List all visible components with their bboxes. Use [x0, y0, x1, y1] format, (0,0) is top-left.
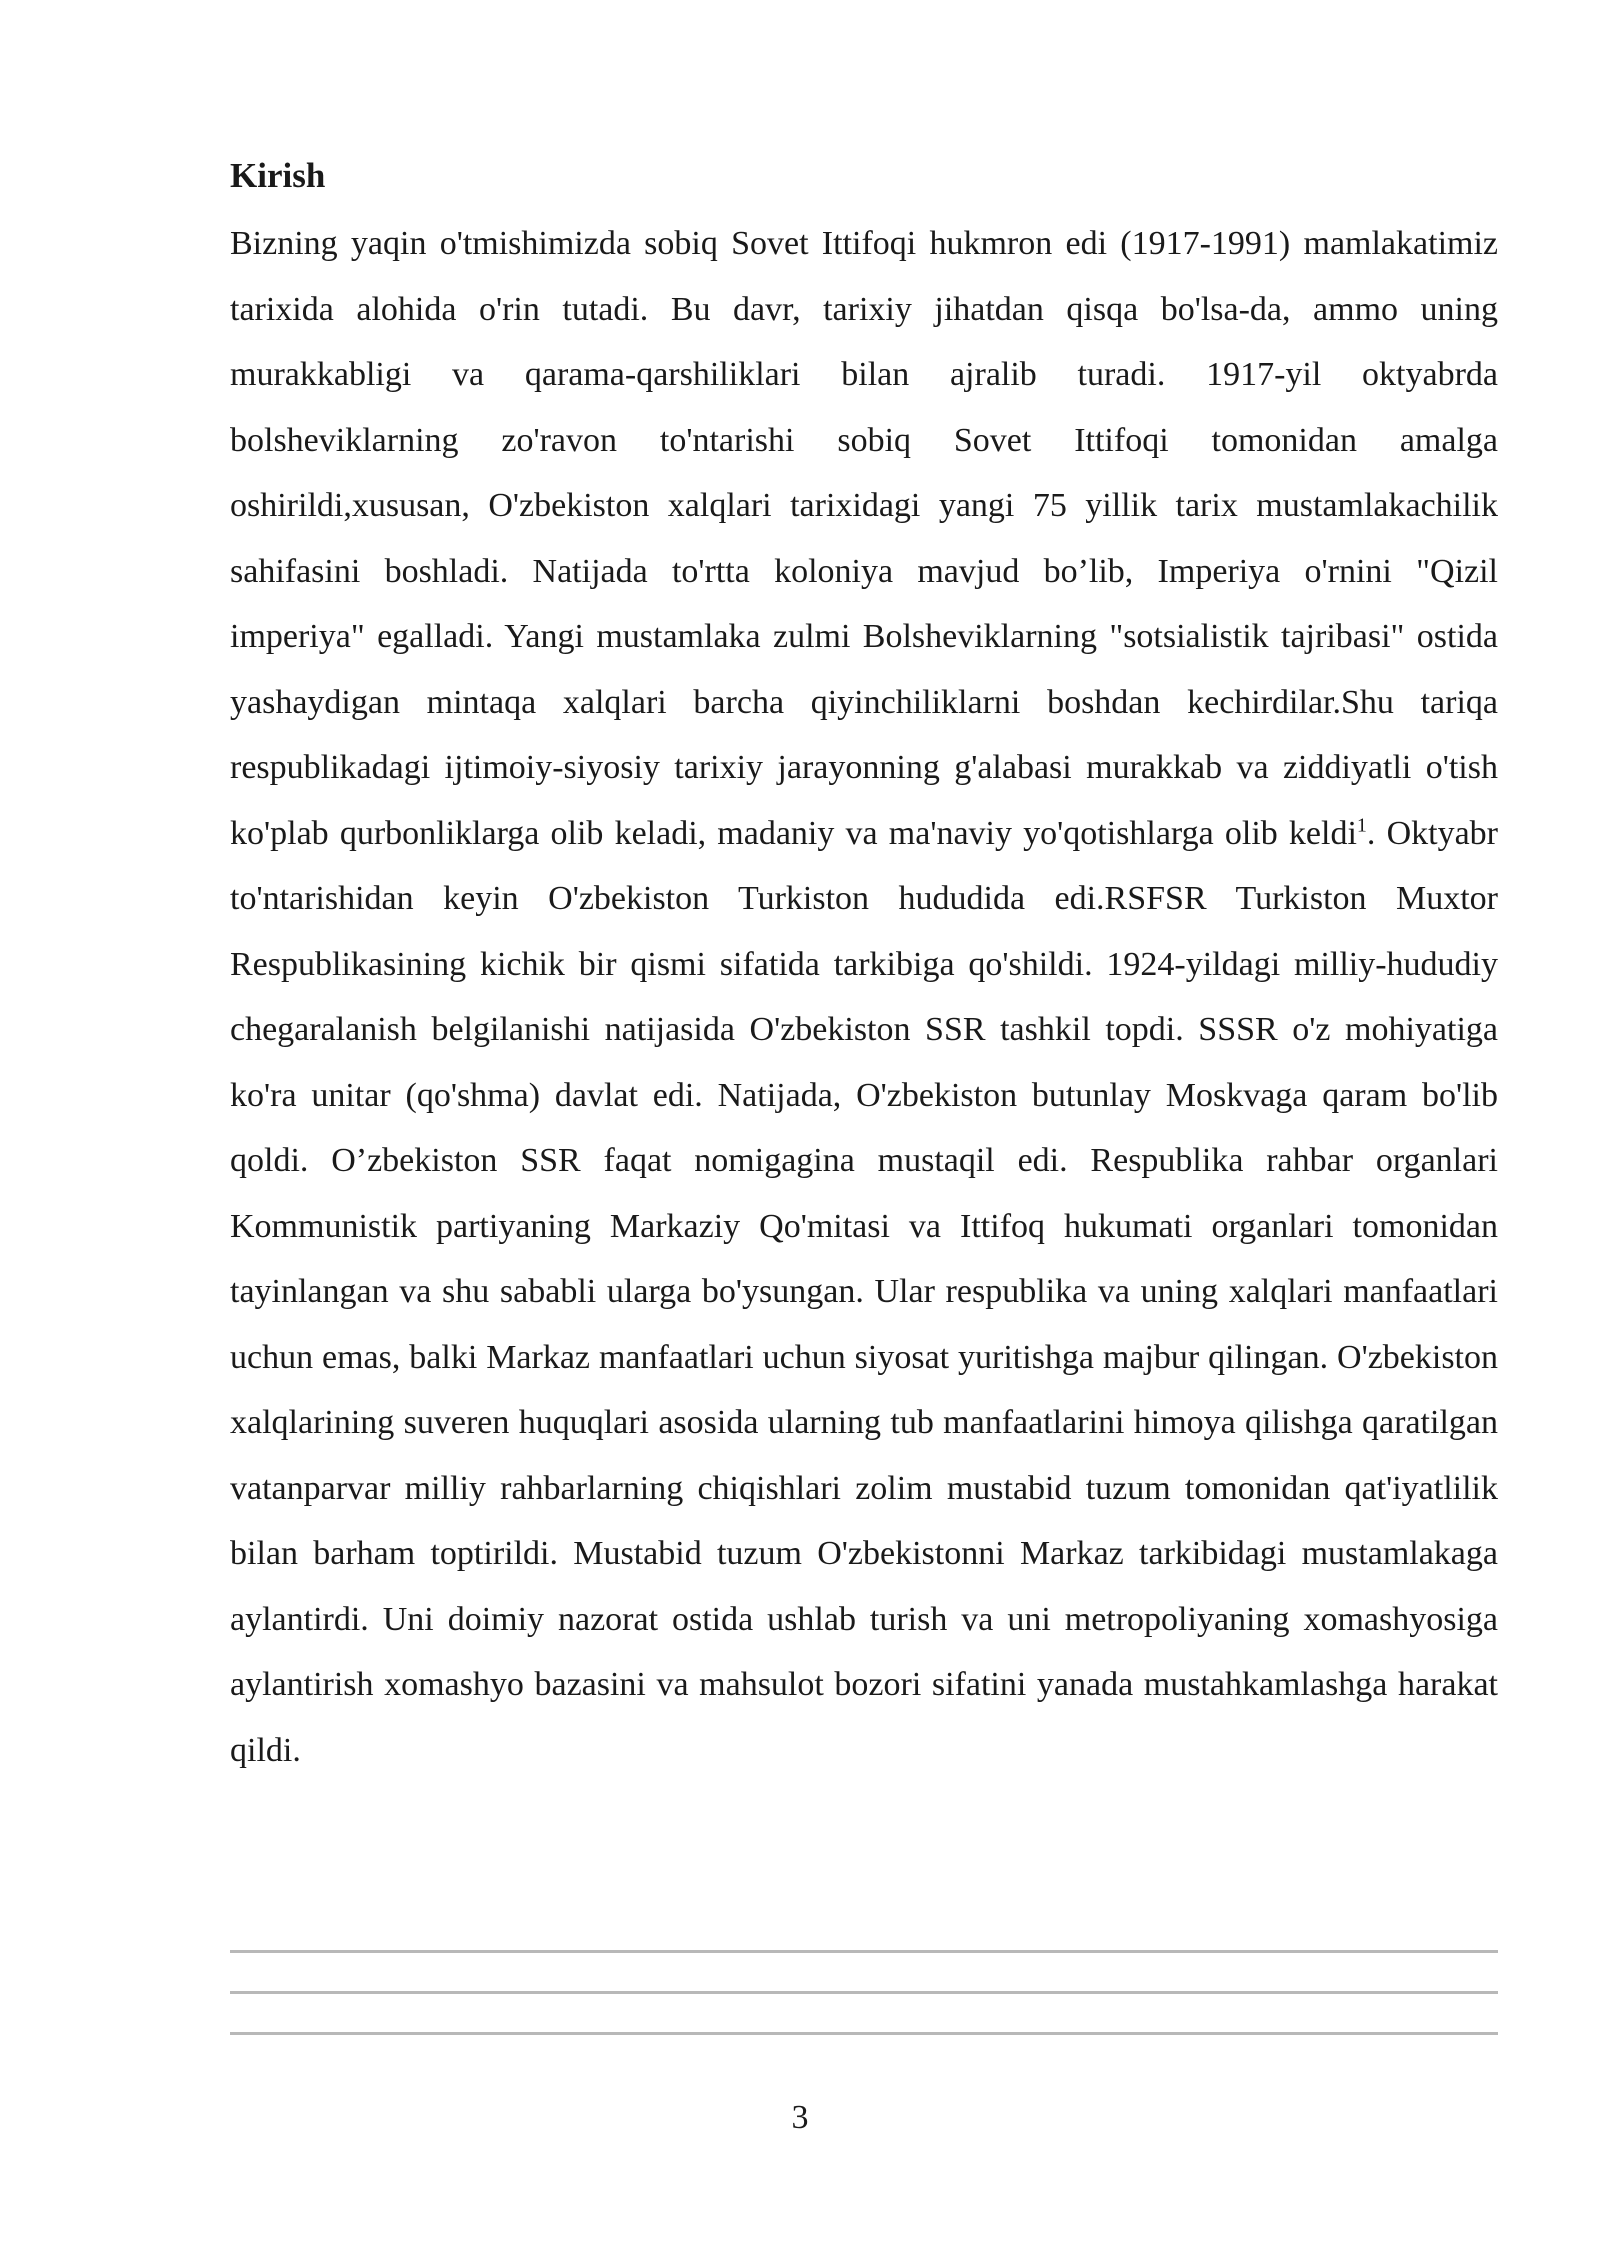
footnote-separator-line	[230, 2032, 1498, 2035]
body-paragraph	[230, 211, 1498, 1783]
footnote-separator-line	[230, 1950, 1498, 1953]
footnote-reference[interactable]: 1	[1356, 814, 1367, 837]
footnote-area	[230, 1950, 1498, 2073]
page-content	[230, 148, 1498, 1783]
footnote-separator-line	[230, 1991, 1498, 1994]
section-heading: Kirish	[230, 156, 326, 195]
paragraph-text-part1: Bizning yaqin o'tmishimizda sobiq Sovet Ittifoqi hukmron edi (1917-1991) mamlakatimiz tarixida alohida o'rin tutadi. Bu davr, tarixiy jihatdan qisqa bo'lsa-da, ammo uning murakkabligi va qarama-qarshiliklari bilan ajralib turadi. 1917-yil oktyabrda bolsheviklarning zo'ravon to'ntarishi sobiq Sovet Ittifoqi tomonidan amalga oshirildi,xususan, O'zbekiston xalqlari tarixidagi yangi 75 yillik tarix mustamlakachilik sahifasini boshladi. Natijada to'rtta koloniya mavjud bo’lib, Imperiya o'rnini "Qizil imperiya" egalladi. Yangi mustamlaka zulmi Bolsheviklarning "sotsialistik tajribasi" ostida yashaydigan mintaqa xalqlari barcha qiyinchiliklarni boshdan kechirdilar.Shu tariqa respublikadagi ijtimoiy-siyosiy tarixiy jarayonning g'alabasi murakkab va ziddiyatli o'tish ko'plab qurbonliklarga olib keladi, madaniy va ma'naviy yo'qotishlarga olib keldi	[230, 225, 1498, 852]
paragraph-text-part2: . Oktyabr to'ntarishidan keyin O'zbekiston Turkiston hududida edi.RSFSR Turkiston Muxtor Respublikasining kichik bir qismi sifatida tarkibiga qo'shildi. 1924-yildagi milliy-hududiy chegaralanish belgilanishi natijasida O'zbekiston SSR tashkil topdi. SSSR o'z mohiyatiga ko'ra unitar (qo'shma) davlat edi. Natijada, O'zbekiston butunlay Moskvaga qaram bo'lib qoldi. O’zbekiston SSR faqat nomigagina mustaqil edi. Respublika rahbar organlari Kommunistik partiyaning Markaziy Qo'mitasi va Ittifoq hukumati organlari tomonidan tayinlangan va shu sababli ularga bo'ysungan. Ular respublika va uning xalqlari manfaatlari uchun emas, balki Markaz manfaatlari uchun siyosat yuritishga majbur qilingan. O'zbekiston xalqlarining suveren huquqlari asosida ularning tub manfaatlarini himoya qilishga qaratilgan vatanparvar milliy rahbarlarning chiqishlari zolim mustabid tuzum tomonidan qat'iyatlilik bilan barham toptirildi. Mustabid tuzum O'zbekistonni Markaz tarkibidagi mustamlakaga aylantirdi. Uni doimiy nazorat ostida ushlab turish va uni metropoliyaning xomashyosiga aylantirish xomashyo bazasini va mahsulot bozori sifatini yanada mustahkamlashga harakat qildi.	[230, 814, 1498, 1769]
page-number: 3	[791, 2099, 809, 2136]
